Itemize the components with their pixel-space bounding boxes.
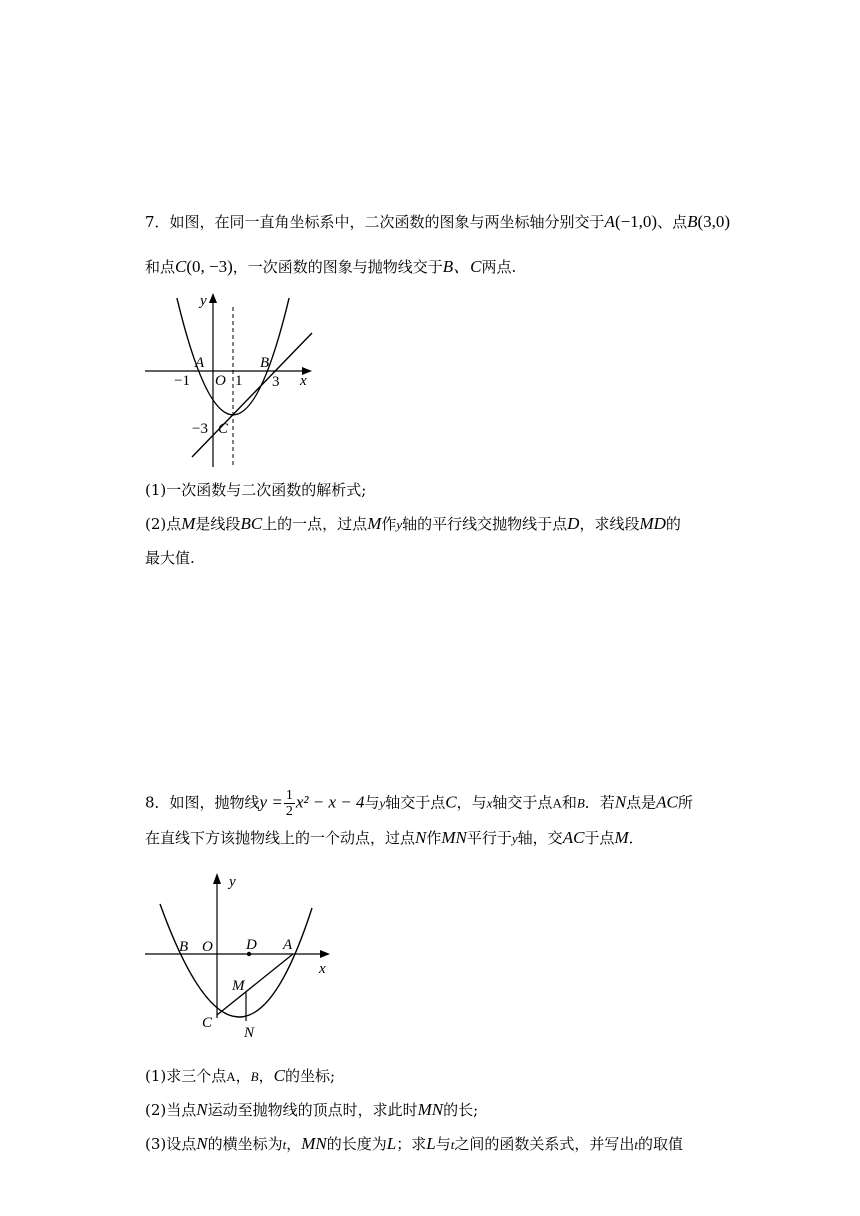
q8-text: 之间的函数关系式，并写出 [454,1135,635,1153]
fraction-half [284,788,295,819]
label-n: N [244,1025,255,1041]
q8-text: ，与 [456,793,487,812]
math-a: A [226,1069,236,1084]
point-b-coords: (3,0) [697,212,731,231]
q7-text: 是线段 [195,515,241,533]
q8-text: 的坐标; [284,1067,336,1085]
q8-text: 的横坐标为 [207,1135,283,1153]
q7-text: ，一次函数的图象与抛物线交于 [232,258,443,276]
q7-text: ，求线段 [579,515,640,533]
q8-text: 点是 [626,793,657,812]
q8-sub2 [145,1100,478,1120]
q8-text: 轴交于点 [492,793,553,812]
q8-stem-line2 [145,828,644,849]
x-axis-label: x [319,961,326,977]
q8-text: ， [235,1067,251,1085]
q8-text: 轴交于点 [385,793,446,812]
q8-text: (1)求三个点 [145,1067,227,1085]
q8-text: 于点 [584,829,615,847]
point-a-coords: (−1,0) [614,212,658,231]
math-t: t [282,1137,287,1152]
math-x: x [486,795,493,811]
math-m: M [181,514,196,533]
q7-text: 轴的平行线交抛物线于点 [402,515,568,533]
math-n: N [196,1100,208,1119]
q8-text: 8．如图，抛物线 [145,793,260,812]
math-t: t [634,1137,638,1152]
q7-sub1 [145,480,366,500]
q8-figure [140,868,340,1043]
y-axis-label: y [229,874,236,890]
math-t: t [450,1137,455,1152]
tick-3: 3 [272,374,280,390]
math-y: y [379,795,386,811]
q8-text: 作 [426,829,442,847]
label-m: M [232,978,245,994]
q8-text: ；求 [396,1135,427,1153]
q8-text: ．若 [584,793,615,812]
q8-text: ． [628,829,644,847]
q8-text: 所 [677,793,693,812]
math-mn: MN [301,1134,327,1153]
q8-text: 与 [364,793,380,812]
q8-text: 轴，交 [517,829,563,847]
q7-stem-line2 [145,257,516,277]
y-axis-label: y [200,293,207,309]
q8-text: 与 [435,1135,451,1153]
math-md: MD [639,514,666,533]
math-c: C [445,792,457,812]
q7-text: 两点. [481,258,517,276]
math-ac: AC [562,828,585,847]
math-ac: AC [656,792,678,812]
math-n: N [196,1134,208,1153]
q7-text: 7．如图，在同一直角坐标系中，二次函数的图象与两坐标轴分别交于 [145,213,605,231]
math-bc: BC [240,514,263,533]
q7-text: 上的一点，过点 [262,515,368,533]
q7-sub2 [145,514,681,535]
label-b: B [179,939,189,955]
q8-text: (2)当点 [145,1101,197,1119]
tick-1: 1 [235,373,243,389]
math-d: D [567,514,580,533]
label-b: B [260,355,270,371]
math-l: L [426,1134,436,1153]
math-a: A [552,795,562,811]
points-bc: B、C [442,257,482,276]
label-o: O [215,373,226,389]
q8-text: 的长度为 [326,1135,387,1153]
fraction-numerator: 1 [285,788,293,803]
math-y: y [396,517,403,532]
q7-text: 最大值. [145,549,195,567]
math-n: N [415,828,427,847]
q7-text: 作 [381,515,397,533]
point-c-label: C [175,257,187,276]
q8-sub3 [145,1134,683,1155]
fraction-denominator: 2 [285,804,293,819]
tick-neg3: −3 [192,421,208,437]
q8-text: 平行于 [466,829,512,847]
q7-text: 的 [665,515,681,533]
math-c: C [273,1066,285,1085]
q7-stem-line1 [145,212,730,232]
label-a: A [283,937,293,953]
point-a-label: A [604,212,615,231]
q7-text: (2)点 [145,515,182,533]
math-expression: x² − x − 4 [295,792,365,812]
math-m: M [367,514,382,533]
x-axis-label: x [300,373,307,389]
q8-text: ， [258,1067,274,1085]
math-n: N [614,792,627,812]
math-mn: MN [441,828,467,847]
math-y-eq: y = [259,792,283,812]
q8-text: (3)设点 [145,1135,197,1153]
q7-text: 和点 [145,258,176,276]
label-c: C [202,1015,213,1031]
math-b: B [576,795,585,811]
math-l: L [386,1134,397,1153]
q8-sub1 [145,1066,335,1087]
tick-neg1: −1 [174,373,190,389]
label-a: A [195,355,205,371]
point-c-coords: (0, −3) [186,257,233,276]
q8-text: 的长; [443,1101,479,1119]
label-c: C [218,421,229,437]
q7-sub1-text: (1)一次函数与二次函数的解析式; [145,481,367,499]
point-b-label: B [687,212,698,231]
q7-figure [140,285,340,470]
q8-text: ， [286,1135,302,1153]
math-m: M [614,828,629,847]
q8-text: 运动至抛物线的顶点时，求此时 [207,1101,418,1119]
q8-text: 和 [561,793,577,812]
q8-text: 的取值 [638,1135,684,1153]
q8-text: 在直线下方该抛物线上的一个动点，过点 [145,829,416,847]
label-d: D [246,937,257,953]
math-mn: MN [417,1100,444,1119]
q7-text: 、点 [657,213,688,231]
label-o: O [202,939,213,955]
q7-sub2-cont [145,548,195,568]
math-y: y [511,831,518,846]
q8-stem-line1 [145,788,693,819]
math-b: B [250,1069,259,1084]
